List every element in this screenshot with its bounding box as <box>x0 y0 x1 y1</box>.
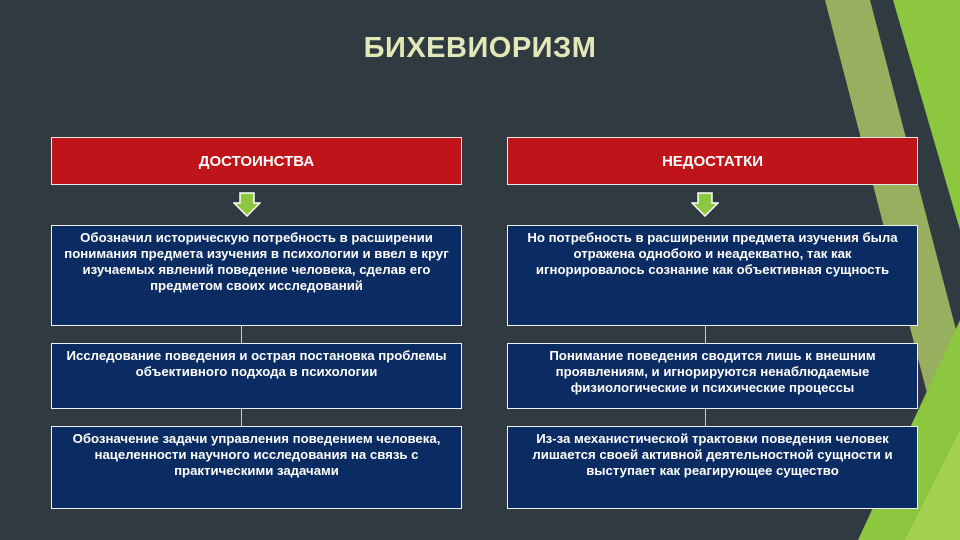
connector-line <box>241 409 242 426</box>
connector-line <box>705 409 706 426</box>
connector-line <box>241 326 242 343</box>
advantage-item: Обозначение задачи управления поведением человека, нацеленности научного исследования на связь с практическими задачами <box>51 426 462 509</box>
advantages-header: ДОСТОИНСТВА <box>51 137 462 185</box>
disadvantages-header: НЕДОСТАТКИ <box>507 137 918 185</box>
down-arrow-icon <box>233 192 261 217</box>
disadvantage-item: Из-за механистической трактовки поведения человек лишается своей активной деятельностной сущности и выступает как реагирующее существо <box>507 426 918 509</box>
disadvantage-item: Но потребность в расширении предмета изучения была отражена однобоко и неадекватно, так как игнорировалось сознание как объективная сущность <box>507 225 918 326</box>
disadvantage-item: Понимание поведения сводится лишь к внешним проявлениям, и игнорируются ненаблюдаемые физиологические и психические процессы <box>507 343 918 409</box>
down-arrow-icon <box>691 192 719 217</box>
slide-title: БИХЕВИОРИЗМ <box>363 32 597 64</box>
advantage-item: Исследование поведения и острая постановка проблемы объективного подхода в психологии <box>51 343 462 409</box>
connector-line <box>705 326 706 343</box>
advantage-item: Обозначил историческую потребность в расширении понимания предмета изучения в психологии и ввел в круг изучаемых явлений поведение человека, сделав его предметом своих исследований <box>51 225 462 326</box>
